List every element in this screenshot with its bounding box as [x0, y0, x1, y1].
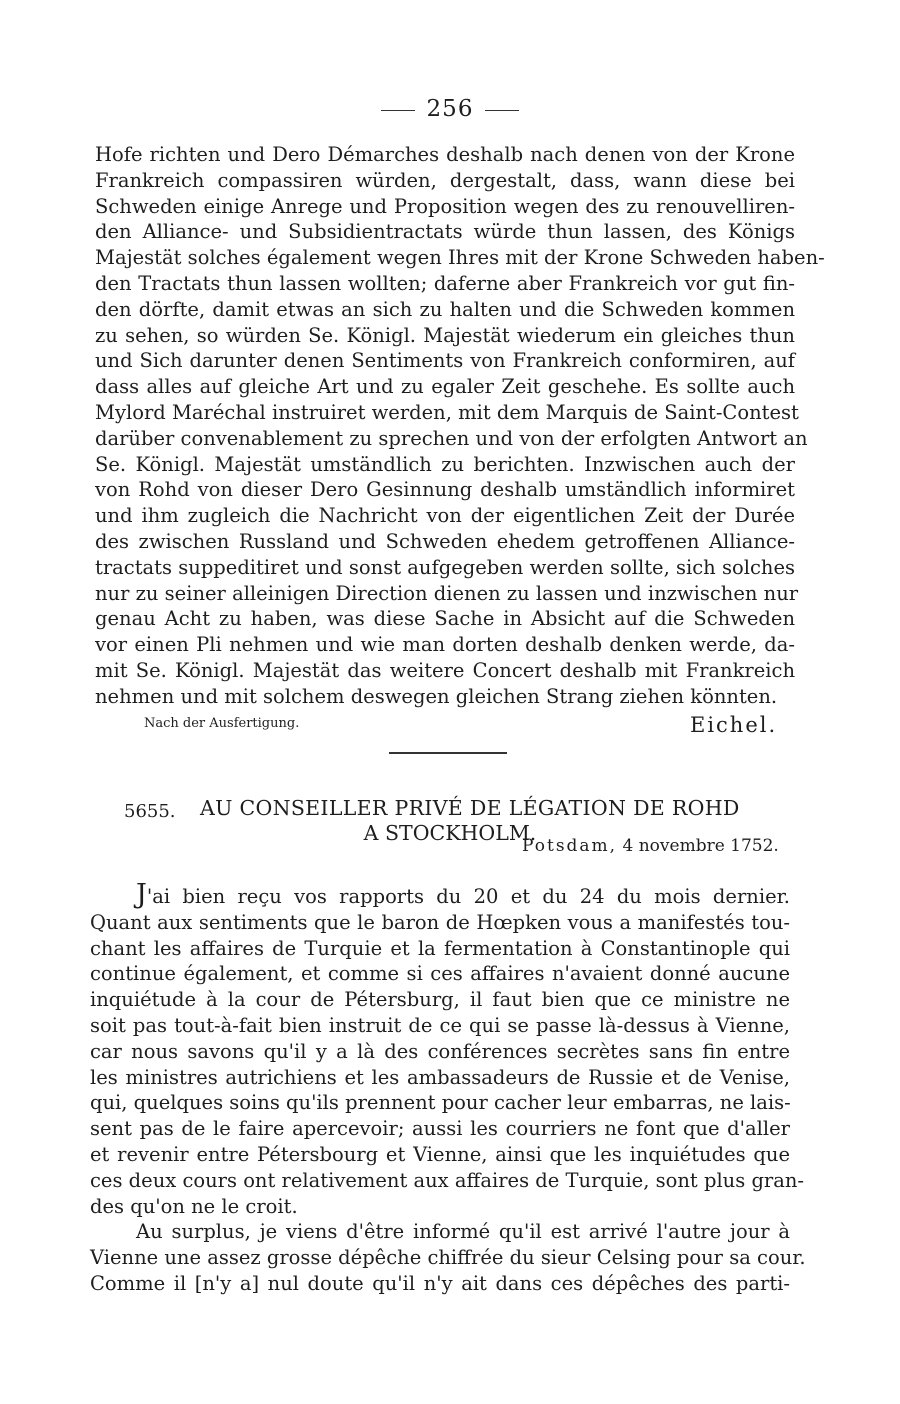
text-line: Vienne une assez grosse dépêche chiffrée du sieur Celsing pour sa cour.	[90, 1246, 806, 1270]
text-line: des zwischen Russland und Schweden ehedem getroffenen Alliance-	[95, 529, 795, 553]
text-line: Au surplus, je viens d'être informé qu'il est arrivé l'autre jour à	[136, 1220, 790, 1244]
letter-title: AU CONSEILLER PRIVÉ DE LÉGATION DE ROHD	[200, 796, 740, 820]
header-dash-right	[485, 110, 519, 111]
text-line: den Tractats thun lassen wollten; daferne aber Frankreich vor gut fin-	[95, 271, 795, 295]
text-line: continue également, et comme si ces affaires n'avaient donné aucune	[90, 962, 790, 986]
text-line: soit pas tout-à-fait bien instruit de ce qui se passe là-dessus à Vienne,	[90, 1013, 790, 1037]
text-line: Comme il [n'y a] nul doute qu'il n'y ait dans ces dépêches des parti-	[90, 1271, 790, 1295]
text-line: vor einen Pli nehmen und wie man dorten deshalb denken werde, da-	[95, 633, 795, 657]
text-line: den Alliance- und Subsidientractats würde thun lassen, des Königs	[95, 220, 795, 244]
text-line: sent pas de le faire apercevoir; aussi les courriers ne font que d'aller	[90, 1117, 790, 1141]
text-line: Schweden einige Anrege und Proposition wegen des zu renouvelliren-	[95, 194, 795, 218]
dateline-date: 4 novembre 1752.	[622, 836, 779, 856]
drop-cap: J	[136, 879, 147, 910]
text-line: Hofe richten und Dero Démarches deshalb nach denen von der Krone	[95, 143, 795, 166]
signature: Eichel.	[690, 713, 778, 737]
paragraph-start: 'ai bien reçu vos rapports du 20 et du 24 du mois dernier.	[146, 885, 790, 908]
text-line: ces deux cours ont relativement aux affaires de Turquie, sont plus gran-	[90, 1168, 805, 1192]
source-note: Nach der Ausfertigung.	[144, 716, 300, 731]
text-line: les ministres autrichiens et les ambassadeurs de Russie et de Venise,	[90, 1065, 790, 1089]
continuation-text	[95, 142, 825, 710]
text-line: car nous savons qu'il y a là des conférences secrètes sans fin entre	[90, 1039, 790, 1063]
text-line: tractats suppeditiret und sonst aufgegeben werden sollte, sich solches	[95, 555, 795, 579]
text-line: qui, quelques soins qu'ils prennent pour cacher leur embarras, ne lais-	[90, 1091, 791, 1115]
letter-title-line2: A STOCKHOLM.	[363, 821, 537, 845]
text-line: genau Acht zu haben, was diese Sache in Absicht auf die Schweden	[95, 607, 795, 631]
letter-body	[90, 879, 806, 1297]
page-number: 256	[426, 96, 474, 122]
text-line: inquiétude à la cour de Pétersburg, il faut bien que ce ministre ne	[90, 988, 790, 1012]
text-line: et revenir entre Pétersbourg et Vienne, ainsi que les inquiétudes que	[90, 1142, 790, 1166]
text-line: Se. Königl. Majestät umständlich zu berichten. Inzwischen auch der	[95, 452, 795, 476]
text-line: und ihm zugleich die Nachricht von der eigentlichen Zeit der Durée	[95, 504, 795, 528]
dateline	[522, 836, 779, 856]
section-divider	[389, 752, 507, 754]
text-line: den dörfte, damit etwas an sich zu halten und die Schweden kommen	[95, 297, 795, 321]
text-line: nur zu seiner alleinigen Direction dienen zu lassen und inzwischen nur	[95, 581, 799, 605]
dateline-place: Potsdam,	[522, 836, 618, 856]
text-line: Frankreich compassiren würden, dergestalt, dass, wann diese bei	[95, 168, 795, 192]
text-line: und Sich darunter denen Sentiments von Frankreich conformiren, auf	[95, 349, 795, 373]
header-dash-left	[381, 110, 415, 111]
page-header	[0, 96, 900, 122]
letter-number: 5655.	[124, 801, 176, 822]
text-line: Majestät solches également wegen Ihres mit der Krone Schweden haben-	[95, 246, 825, 270]
text-line: Mylord Maréchal instruiret werden, mit dem Marquis de Saint-Contest	[95, 400, 799, 424]
text-line: chant les affaires de Turquie et la fermentation à Constantinople qui	[90, 936, 790, 960]
text-line: Quant aux sentiments que le baron de Hœpken vous a manifestés tou-	[90, 910, 790, 934]
text-line: darüber convenablement zu sprechen und von der erfolgten Antwort an	[95, 426, 808, 450]
text-line: des qu'on ne le croit.	[90, 1194, 298, 1218]
text-line: dass alles auf gleiche Art und zu egaler Zeit geschehe. Es sollte auch	[95, 375, 795, 399]
text-line	[90, 879, 790, 910]
text-line: von Rohd von dieser Dero Gesinnung deshalb umständlich informiret	[95, 478, 795, 502]
text-line: mit Se. Königl. Majestät das weitere Concert deshalb mit Frankreich	[95, 658, 795, 682]
text-line: zu sehen, so würden Se. Königl. Majestät wiederum ein gleiches thun	[95, 323, 795, 347]
text-line: nehmen und mit solchem deswegen gleichen Strang ziehen könnten.	[95, 684, 778, 708]
